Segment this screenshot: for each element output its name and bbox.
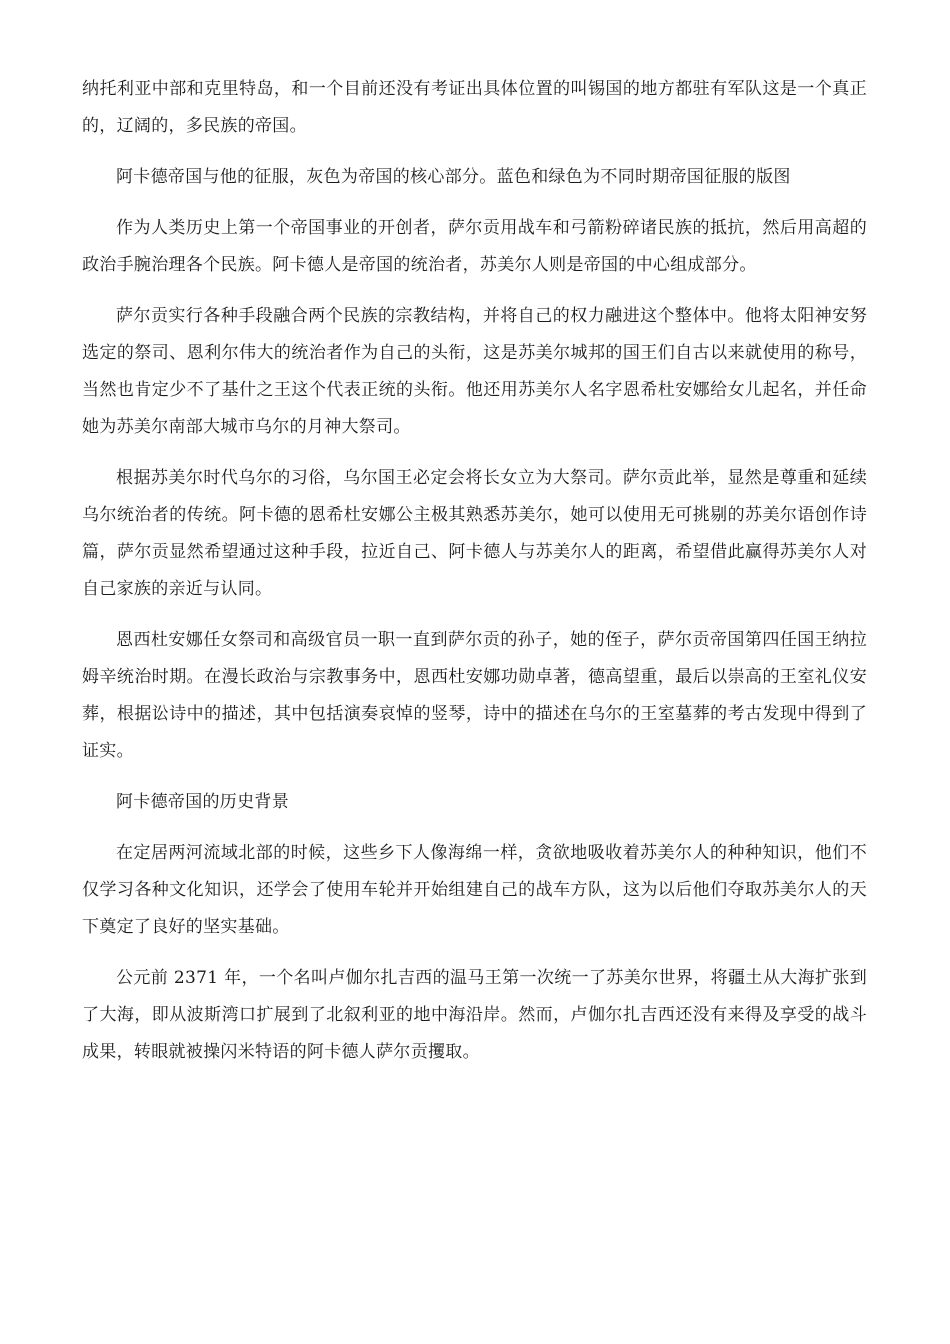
paragraph-religion-fusion: 萨尔贡实行各种手段融合两个民族的宗教结构，并将自己的权力融进这个整体中。他将太阳神安努选定的祭司、恩利尔伟大的统治者作为自己的头衔，这是苏美尔城邦的国王们自古以来就使用的称号，当然也肯定少不了基什之王这个代表正统的头衔。他还用苏美尔人名字恩希杜安娜给女儿起名，并任命她为苏美尔南部大城市乌尔的月神大祭司。 [82,306,867,437]
paragraph-continuation: 纳托利亚中部和克里特岛，和一个目前还没有考证出具体位置的叫锡国的地方都驻有军队这是一个真正的，辽阔的，多民族的帝国。 [82,79,867,136]
paragraph-map-caption: 阿卡德帝国与他的征服，灰色为帝国的核心部分。蓝色和绿色为不同时期帝国征服的版图 [116,167,791,187]
paragraph-ur-custom: 根据苏美尔时代乌尔的习俗，乌尔国王必定会将长女立为大祭司。萨尔贡此举，显然是尊重和延续乌尔统治者的传统。阿卡德的恩希杜安娜公主极其熟悉苏美尔，她可以使用无可挑剔的苏美尔语创作诗篇，萨尔贡显然希望通过这种手段，拉近自己、阿卡德人与苏美尔人的距离，希望借此赢得苏美尔人对自己家族的亲近与认同。 [82,468,867,599]
paragraph-sargon-founder: 作为人类历史上第一个帝国事业的开创者，萨尔贡用战车和弓箭粉碎诸民族的抵抗，然后用高超的政治手腕治理各个民族。阿卡德人是帝国的统治者，苏美尔人则是帝国的中心组成部分。 [82,218,867,275]
paragraph-enheduanna: 恩西杜安娜任女祭司和高级官员一职一直到萨尔贡的孙子，她的侄子，萨尔贡帝国第四任国王纳拉姆辛统治时期。在漫长政治与宗教事务中，恩西杜安娜功勋卓著，德高望重，最后以崇高的王室礼仪安葬，根据讼诗中的描述，其中包括演奏哀悼的竖琴，诗中的描述在乌尔的王室墓葬的考古发现中得到了证实。 [82,630,867,761]
paragraph-lugalzagesi: 公元前 2371 年，一个名叫卢伽尔扎吉西的温马王第一次统一了苏美尔世界，将疆土从大海扩张到了大海，即从波斯湾口扩展到了北叙利亚的地中海沿岸。然而，卢伽尔扎吉西还没有来得及享受的战斗成果，转眼就被操闪米特语的阿卡德人萨尔贡攫取。 [82,968,867,1062]
section-heading-history: 阿卡德帝国的历史背景 [116,792,289,812]
document-body [82,71,867,1085]
paragraph-north-settlement: 在定居两河流域北部的时候，这些乡下人像海绵一样，贪欲地吸收着苏美尔人的种种知识，他们不仅学习各种文化知识，还学会了使用车轮并开始组建自己的战车方队，这为以后他们夺取苏美尔人的天下奠定了良好的坚实基础。 [82,843,867,937]
